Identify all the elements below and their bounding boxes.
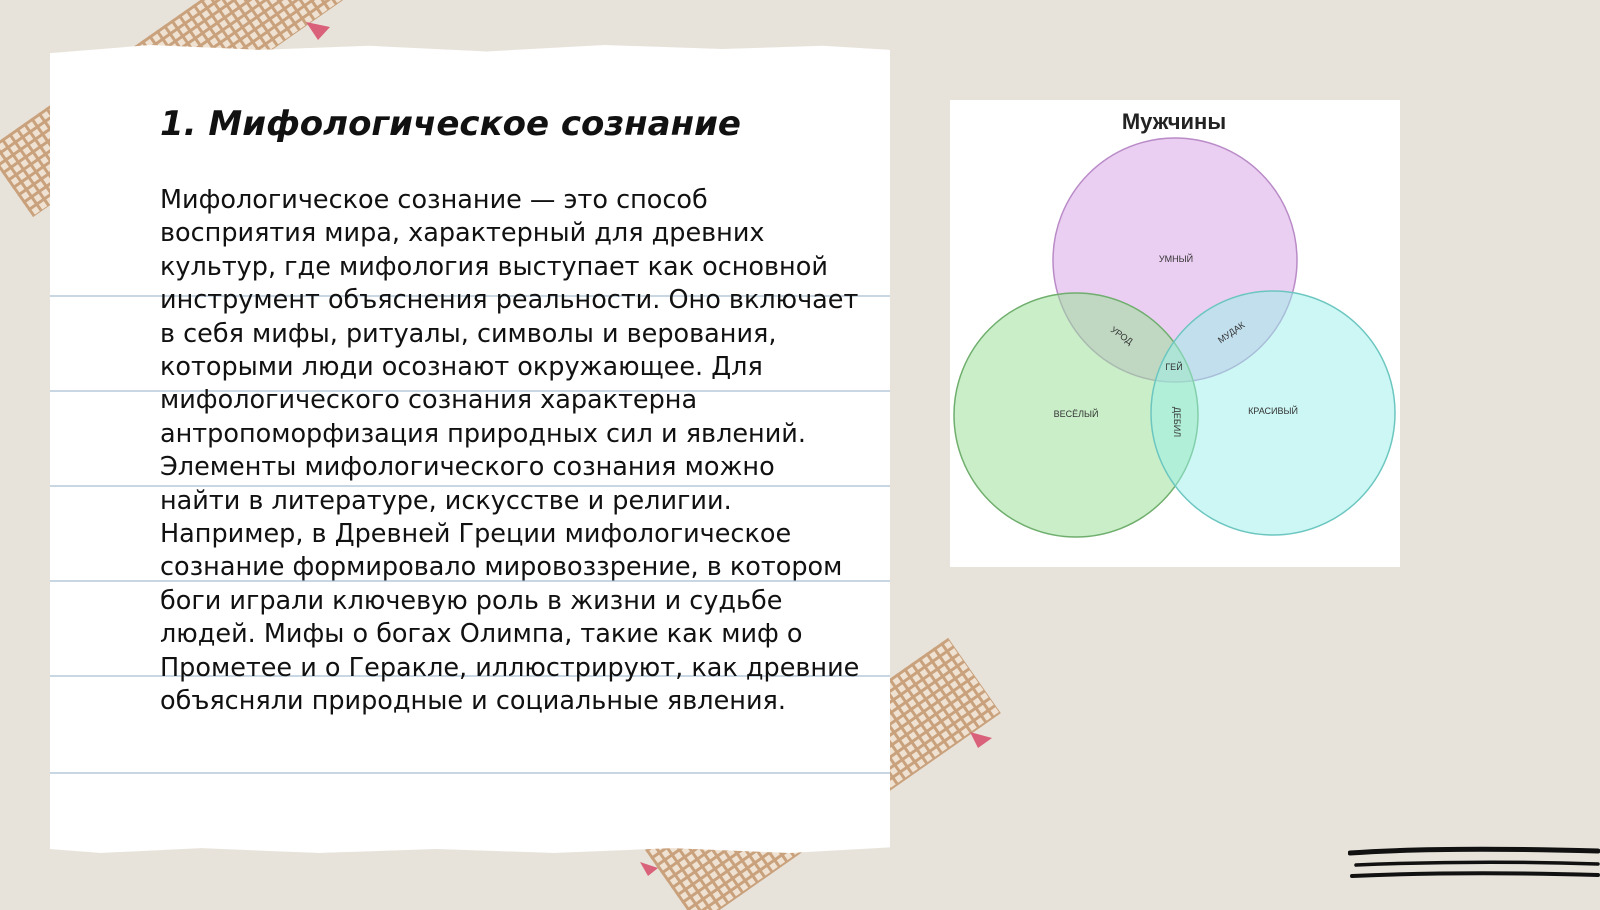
venn-diagram bbox=[950, 100, 1400, 567]
venn-title: Мужчины bbox=[1121, 109, 1227, 134]
ruled-line bbox=[50, 772, 890, 774]
venn-label-fun: ВЕСЁЛЫЙ bbox=[1053, 409, 1099, 419]
slide-title: 1. Мифологическое сознание bbox=[160, 104, 741, 144]
venn-label-smart: УМНЫЙ bbox=[1158, 254, 1194, 264]
venn-label-all: ГЕЙ bbox=[1165, 362, 1183, 372]
venn-label-fun-handsome: ДЕБИЛ bbox=[1172, 406, 1182, 438]
venn-label-handsome: КРАСИВЫЙ bbox=[1248, 406, 1298, 416]
venn-label-smart-fun: УРОД bbox=[1108, 324, 1135, 347]
venn-diagram-image bbox=[950, 100, 1400, 567]
decorative-brush-strokes bbox=[1348, 845, 1600, 885]
venn-label-smart-handsome: МУДАК bbox=[1216, 319, 1247, 346]
slide-body-text: Мифологическое сознание — это способ восприятия мира, характерный для древних культур, где мифология выступает как основной инструмент объяснения реальности. Оно включает в себя мифы, ритуалы, символы и верования, которыми люди осознают окружающее. Для мифологического сознания характерна антропоморфизация природных сил и явлений. Элементы мифологического сознания можно найти в литературе, искусстве и религии. Например, в Древней Греции мифологическое сознание формировало мировоззрение, в котором боги играли ключевую роль в жизни и судьбе людей. Мифы о богах Олимпа, такие как миф о Прометее и о Геракле, иллюстрируют, как древние объясняли природные и социальные явления. bbox=[160, 185, 860, 717]
